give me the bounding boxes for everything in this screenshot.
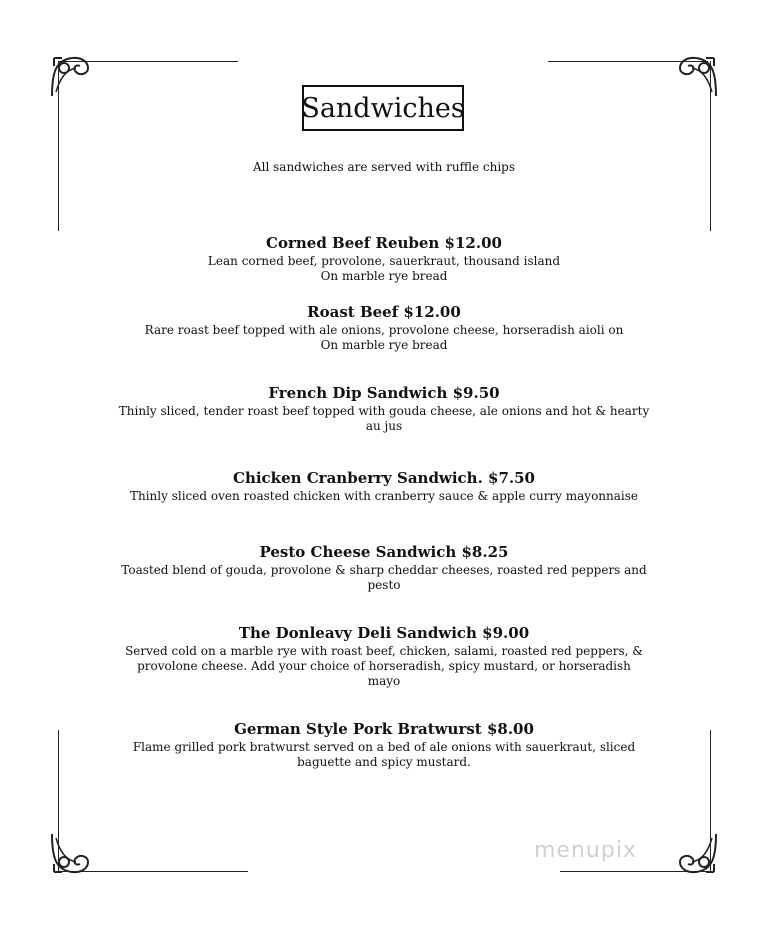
menu-item-desc-line: Thinly sliced oven roasted chicken with cranberry sauce & apple curry mayonnaise [129,489,639,503]
menu-item-desc-line: mayo [367,674,401,688]
menu-item-desc-line: pesto [367,578,401,592]
menu-item-desc-line: Thinly sliced, tender roast beef topped with gouda cheese, ale onions and hot & hearty [118,404,650,418]
menu-item-name: Roast Beef $12.00 [307,303,461,321]
menu-item-roast-beef [60,303,708,353]
menu-item-desc-line: Toasted blend of gouda, provolone & sharp cheddar cheeses, roasted red peppers and [121,563,647,577]
watermark-logo: menupix [534,838,637,863]
menu-item-french-dip [60,384,708,434]
menu-item-name: Pesto Cheese Sandwich $8.25 [259,543,509,561]
section-title: Sandwiches [302,85,464,131]
menu-item-desc-line: Served cold on a marble rye with roast beef, chicken, salami, roasted red peppers, & [125,644,643,658]
menu-item-desc-line: On marble rye bread [320,338,448,352]
menu-item-corned-beef-reuben [60,234,708,284]
menu-item-desc-line: au jus [365,419,403,433]
menu-item-pork-bratwurst [60,720,708,770]
menu-item-name: German Style Pork Bratwurst $8.00 [234,720,534,738]
ornament-top-right-icon [672,52,720,100]
menu-item-chicken-cranberry [60,469,708,504]
menu-item-desc-line: On marble rye bread [320,269,448,283]
ornament-bottom-left-icon [48,830,96,878]
menu-item-name: The Donleavy Deli Sandwich $9.00 [238,624,530,642]
menu-item-desc-line: Lean corned beef, provolone, sauerkraut, thousand island [207,254,561,268]
section-subtitle: All sandwiches are served with ruffle chips [252,160,516,174]
menu-item-desc-line: provolone cheese. Add your choice of horseradish, spicy mustard, or horseradish [137,659,631,673]
menu-item-name: Corned Beef Reuben $12.00 [266,234,502,252]
menu-item-desc-line: Flame grilled pork bratwurst served on a bed of ale onions with sauerkraut, sliced [132,740,636,754]
menu-item-pesto-cheese [60,543,708,593]
ornament-top-left-icon [48,52,96,100]
menu-item-name: French Dip Sandwich $9.50 [268,384,500,402]
menu-item-donleavy-deli [60,624,708,689]
menu-item-desc-line: Rare roast beef topped with ale onions, provolone cheese, horseradish aioli on [144,323,624,337]
menu-item-name: Chicken Cranberry Sandwich. $7.50 [233,469,535,487]
menu-item-desc-line: baguette and spicy mustard. [297,755,471,769]
ornament-bottom-right-icon [672,830,720,878]
